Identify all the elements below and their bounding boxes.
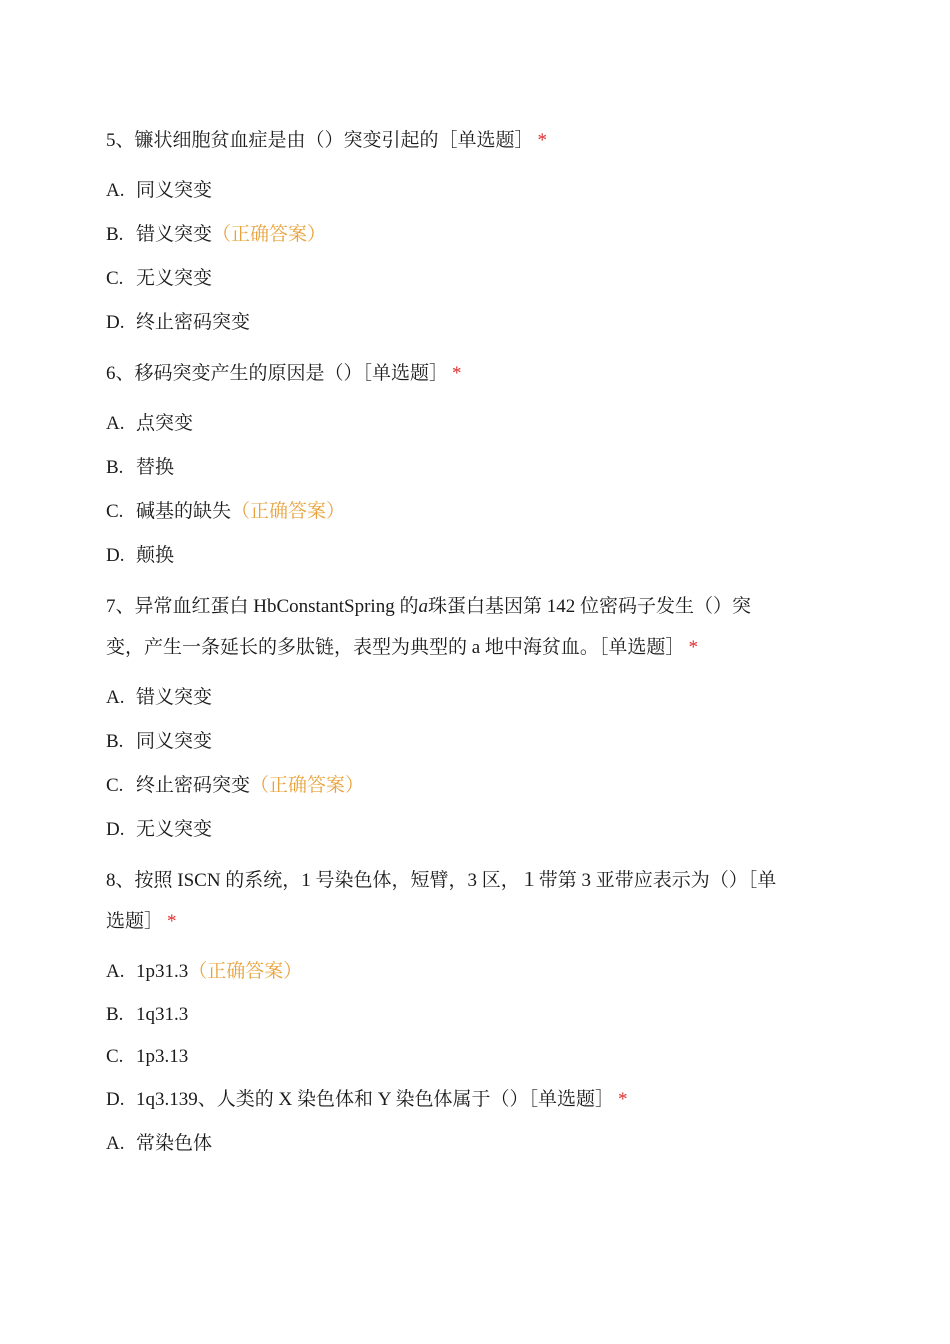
correct-answer-label: （正确答案） [188,961,303,982]
option-text: 终止密码突变 [136,312,251,333]
option-a[interactable] [106,950,836,994]
required-mark: * [452,363,462,384]
option-text: 常染色体 [136,1133,213,1154]
option-letter: C. [106,501,124,522]
option-c[interactable] [106,490,836,534]
option-a[interactable] [106,169,836,213]
option-letter: B. [106,731,124,752]
option-letter: C. [106,1046,124,1067]
option-letter: C. [106,268,124,289]
option-letter: B. [106,224,124,245]
option-c[interactable] [106,257,836,301]
option-a[interactable] [106,402,836,446]
question-stem: 5、镰状细胞贫血症是由（）突变引起的［单选题］ * [106,130,548,151]
option-text: 1q31.3 [136,1004,189,1025]
option-text: 同义突变 [136,180,213,201]
question-stem: 8、按照 ISCN 的系统，1 号染色体，短臂，3 区，１带第 3 亚带应表示为（）［单 选题］ * [106,870,777,932]
option-letter: A. [106,413,125,434]
correct-answer-label: （正确答案） [250,775,365,796]
option-d[interactable] [106,534,836,578]
option-b[interactable] [106,994,836,1036]
option-letter: D. [106,312,125,333]
question-stem: 6、移码突变产生的原因是（）［单选题］ * [106,363,462,384]
option-b[interactable] [106,446,836,490]
option-letter: A. [106,1133,125,1154]
alpha-symbol: a [418,596,428,617]
option-text: 替换 [136,457,175,478]
option-a[interactable] [106,676,836,720]
option-text: 错义突变 [136,224,213,245]
question-5 [106,120,836,345]
option-letter: A. [106,961,125,982]
option-letter: C. [106,775,124,796]
option-text: 1p31.3 [136,961,189,982]
option-letter: D. [106,819,125,840]
option-text: 终止密码突变 [136,775,251,796]
option-d[interactable] [106,301,836,345]
required-mark: * [167,911,177,932]
option-letter: A. [106,180,125,201]
option-text: 碱基的缺失 [136,501,232,522]
option-letter: B. [106,1004,124,1025]
option-b[interactable] [106,213,836,257]
question-7 [106,586,836,852]
quiz-document [106,120,836,1174]
option-text: 1q3.139、人类的 X 染色体和 Y 染色体属于（）［单选题］ [136,1089,614,1110]
option-text: 无义突变 [136,268,213,289]
option-letter: D. [106,545,125,566]
required-mark: * [688,637,698,658]
option-text: 点突变 [136,413,194,434]
option-c[interactable] [106,1036,836,1078]
option-d[interactable] [106,1078,836,1122]
question-6 [106,353,836,578]
required-mark: * [537,130,548,151]
correct-answer-label: （正确答案） [231,501,346,522]
option-letter: B. [106,457,124,478]
option-text: 错义突变 [136,687,213,708]
question-stem: 7、异常血红蛋白 HbConstantSpring 的a珠蛋白基因第 142 位密码子发生（）突 变，产生一条延长的多肽链，表型为典型的 a 地中海贫血。［单选题］ * [106,596,751,658]
option-text: 1p3.13 [136,1046,189,1067]
option-b[interactable] [106,720,836,764]
required-mark: * [618,1089,628,1110]
option-text: 同义突变 [136,731,213,752]
option-a[interactable] [106,1122,836,1166]
option-d[interactable] [106,808,836,852]
option-text: 无义突变 [136,819,213,840]
question-8 [106,860,836,1166]
option-letter: D. [106,1089,125,1110]
option-letter: A. [106,687,125,708]
correct-answer-label: （正确答案） [212,224,327,245]
option-text: 颠换 [136,545,175,566]
option-c[interactable] [106,764,836,808]
